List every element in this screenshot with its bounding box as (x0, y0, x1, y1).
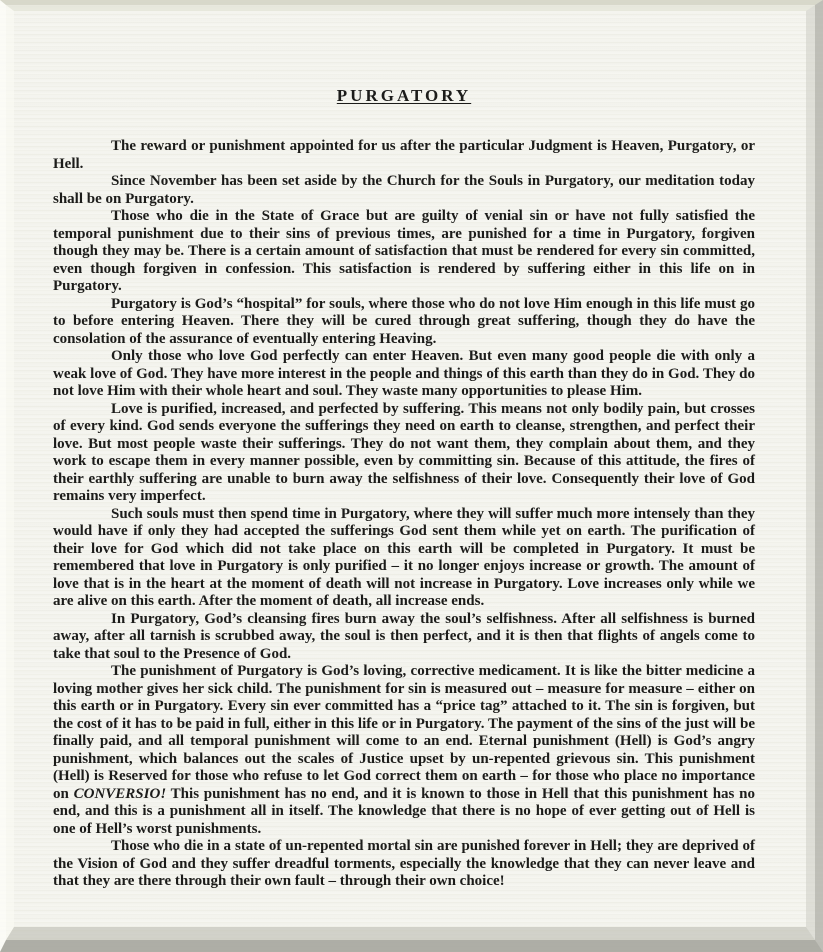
document-body (53, 138, 755, 891)
paragraph (53, 208, 755, 296)
page-title: PURGATORY (336, 86, 472, 105)
emphasized-text: CONVERSIO! (73, 785, 167, 802)
paragraph-text: Such souls must then spend time in Purgatory, where they will suffer much more intensely than they would have if only they had accepted the sufferings God sent them while yet on earth. The purification of their love for God which did not take place on this earth will be completed in Purgatory. It must be remembered that love in Purgatory is only purified – it no longer enjoys increase or growth. The amount of love that is in the heart at the moment of death will not increase in Purgatory. Love increases only while we are alive on this earth. After the moment of death, all increase ends. (53, 505, 755, 609)
paragraph-text: Those who die in a state of un-repented mortal sin are punished forever in Hell; they are deprived of the Vision of God and they suffer dreadful torments, especially the knowledge that they can never leave and that they are there through their own fault – through their own choice! (53, 838, 755, 889)
paragraph (53, 663, 755, 838)
paragraph-text: Those who die in the State of Grace but are guilty of venial sin or have not fully satisfied the temporal punishment due to their sins of previous times, are punished for a time in Purgatory, forgiven though they may be. There is a certain amount of satisfaction that must be rendered for every sin committed, even though forgiven in confession. This satisfaction is rendered by suffering either in this life on in Purgatory. (53, 208, 755, 294)
paragraph-text: This punishment has no end, and it is known to those in Hell that this punishment has no end, and this is a punishment all in itself. The knowledge that there is no hope of ever getting out of Hell is one of Hell’s worst punishments. (53, 785, 755, 837)
paragraph-text: Love is purified, increased, and perfected by suffering. This means not only bodily pain, but crosses of every kind. God sends everyone the sufferings they need on earth to cleanse, strengthen, and perfect their love. But most people waste their sufferings. They do not want them, they complain about them, and they work to escape them in every manner possible, even by committing sin. Because of this attitude, the fires of their earthly suffering are unable to burn away the selfishness of their love. Consequently their love of God remains very imperfect. (53, 400, 755, 504)
paragraph (53, 611, 755, 664)
paragraph-text: Since November has been set aside by the Church for the Souls in Purgatory, our meditation today shall be on Purgatory. (53, 173, 755, 207)
paragraph (53, 348, 755, 401)
paragraph (53, 838, 755, 891)
paragraph (53, 296, 755, 349)
paragraph (53, 401, 755, 506)
paragraph-text: In Purgatory, God’s cleansing fires burn away the soul’s selfishness. After all selfishness is burned away, after all tarnish is scrubbed away, the soul is then perfect, and it is then that flights of angels come to take that soul to the Presence of God. (53, 610, 755, 662)
paragraph-text: The punishment of Purgatory is God’s loving, corrective medicament. It is like the bitter medicine a loving mother gives her sick child. The punishment for sin is measured out – measure for measure – either on this earth or in Purgatory. Every sin ever committed has a “price tag” attached to it. The sin is forgiven, but the cost of it has to be paid in full, either in this life or in Purgatory. The payment of the sins of the just will be finally paid, and all temporal punishment will come to an end. Eternal punishment (Hell) is God’s angry punishment, which balances out the scales of Justice upset by un-repented grievous sin. This punishment (Hell) is Reserved for those who refuse to let God correct them on earth – for those who place no importance on (53, 663, 755, 802)
paragraph-text: The reward or punishment appointed for us after the particular Judgment is Heaven, Purgatory, or Hell. (53, 138, 755, 172)
paragraph-text: Purgatory is God’s “hospital” for souls, where those who do not love Him enough in this life must go to before entering Heaven. There they will be cured through great suffering, though they do have the consolation of the assurance of eventually entering Heaving. (53, 295, 755, 347)
paragraph (53, 506, 755, 611)
paragraph (53, 173, 755, 208)
paragraph (53, 138, 755, 173)
paragraph-text: Only those who love God perfectly can enter Heaven. But even many good people die with only a weak love of God. They have more interest in the people and things of this earth than they do in God. They do not love Him with their whole heart and soul. They waste many opportunities to please Him. (53, 348, 755, 399)
